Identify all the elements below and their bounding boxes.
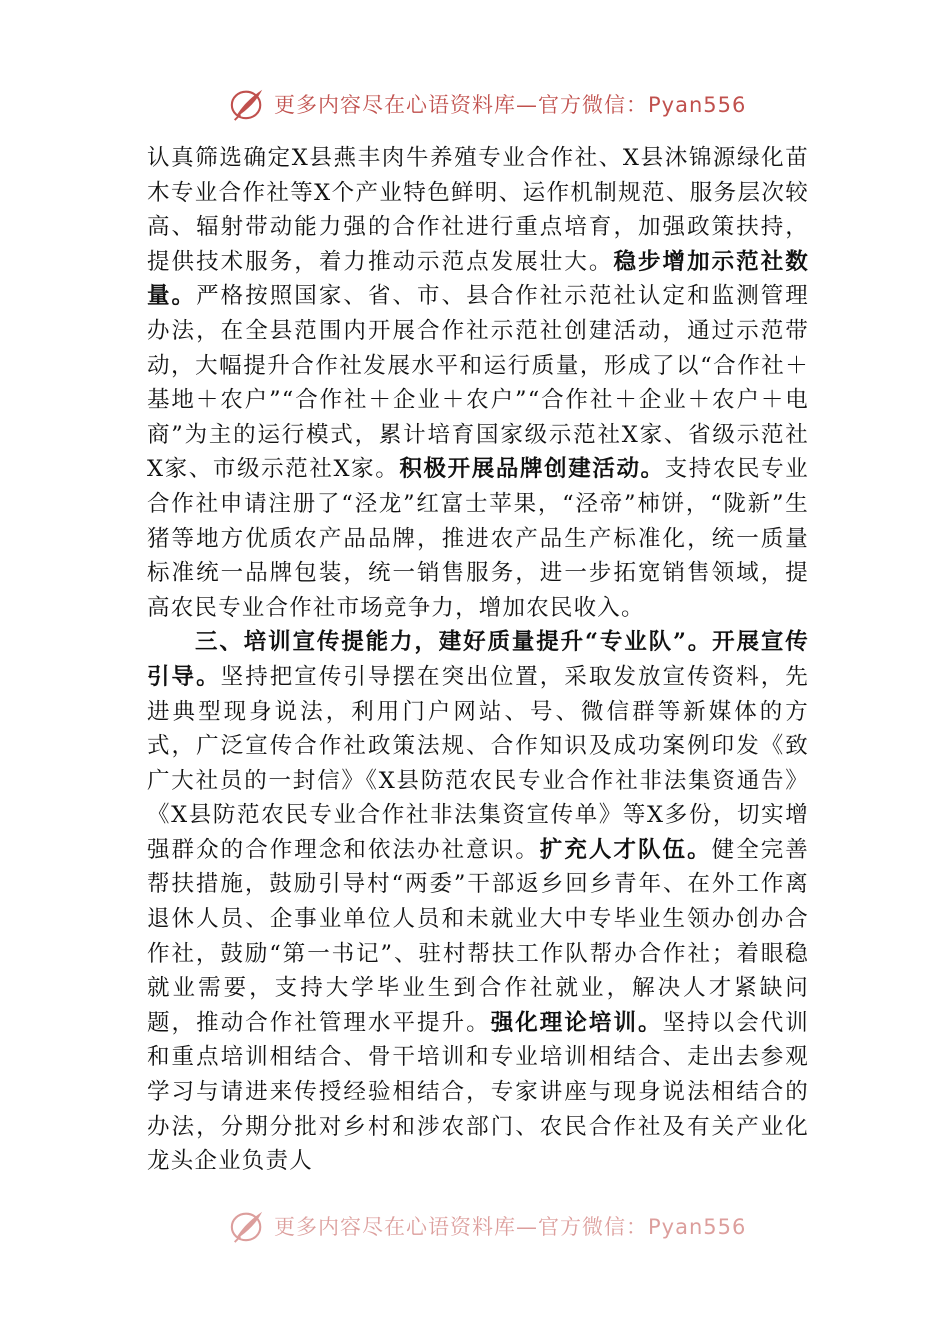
paragraph-2 — [147, 625, 809, 1179]
watermark-header — [228, 84, 788, 124]
pen-feather-logo-icon — [228, 1208, 266, 1244]
document-body — [147, 141, 809, 1179]
watermark-text: 更多内容尽在心语资料库—官方微信：Pyan556 — [274, 1215, 747, 1239]
bold-heading-demonstration-cooperatives: 稳步增加示范社数量。 — [147, 248, 809, 310]
paragraph-text: 认真筛选确定X县燕丰肉牛养殖专业合作社、X县沐锦源绿化苗木专业合作社等X个产业特色鲜明、运作机制规范、服务层次较高、辐射带动能力强的合作社进行重点培育，加强政策扶持，提供技术服务，着力推动示范点发展壮大。 — [147, 145, 809, 275]
paragraph-text: 坚持以会代训和重点培训相结合、骨干培训和专业培训相结合、走出去参观学习与请进来传授经验相结合，专家讲座与现身说法相结合的办法，分期分批对乡村和涉农部门、农民合作社及有关产业化龙头企业负责人 — [147, 1009, 810, 1175]
bold-heading-theory-training: 强化理论培训。 — [490, 1009, 663, 1036]
pen-feather-logo-icon — [228, 86, 266, 122]
watermark-text: 更多内容尽在心语资料库—官方微信：Pyan556 — [274, 93, 747, 117]
paragraph-text: 支持农民专业合作社申请注册了“泾龙”红富士苹果，“泾帝”柿饼，“陇新”生猪等地方优质农产品品牌，推进农产品生产标准化，统一质量标准统一品牌包装，统一销售服务，进一步拓宽销售领域，提高农民专业合作社市场竞争力，增加农民收入。 — [147, 456, 809, 621]
paragraph-text: 坚持把宣传引导摆在突出位置，采取发放宣传资料，先进典型现身说法，利用门户网站、号、微信群等新媒体的方式，广泛宣传合作社政策法规、合作知识及成功案例印发《致广大社员的一封信》《X县防范农民专业合作社非法集资通告》《X县防范农民专业合作社非法集资宣传单》等X多份，切实增强群众的合作理念和依法办社意识。 — [147, 663, 809, 863]
bold-heading-brand-building: 积极开展品牌创建活动。 — [399, 456, 665, 483]
paragraph-1 — [147, 141, 809, 625]
section-heading-training-publicity: 三、培训宣传提能力，建好质量提升“专业队”。开展宣传引导。 — [147, 629, 809, 690]
watermark-footer — [228, 1206, 788, 1246]
bold-heading-talent-team: 扩充人才队伍。 — [539, 836, 712, 863]
paragraph-text: 健全完善帮扶措施，鼓励引导村“两委”干部返乡回乡青年、在外工作离退休人员、企事业单位人员和未就业大中专毕业生领办创办合作社，鼓励“第一书记”、驻村帮扶工作队帮办合作社；着眼稳就业需要，支持大学毕业生到合作社就业，解决人才紧缺问题，推动合作社管理水平提升。 — [147, 836, 810, 1036]
paragraph-text: 严格按照国家、省、市、县合作社示范社认定和监测管理办法，在全县范围内开展合作社示范社创建活动，通过示范带动，大幅提升合作社发展水平和运行质量，形成了以“合作社＋基地＋农户”“合作社＋企业＋农户”“合作社＋企业＋农户＋电商”为主的运行模式，累计培育国家级示范社X家、省级示范社X家、市级示范社X家。 — [147, 283, 809, 483]
